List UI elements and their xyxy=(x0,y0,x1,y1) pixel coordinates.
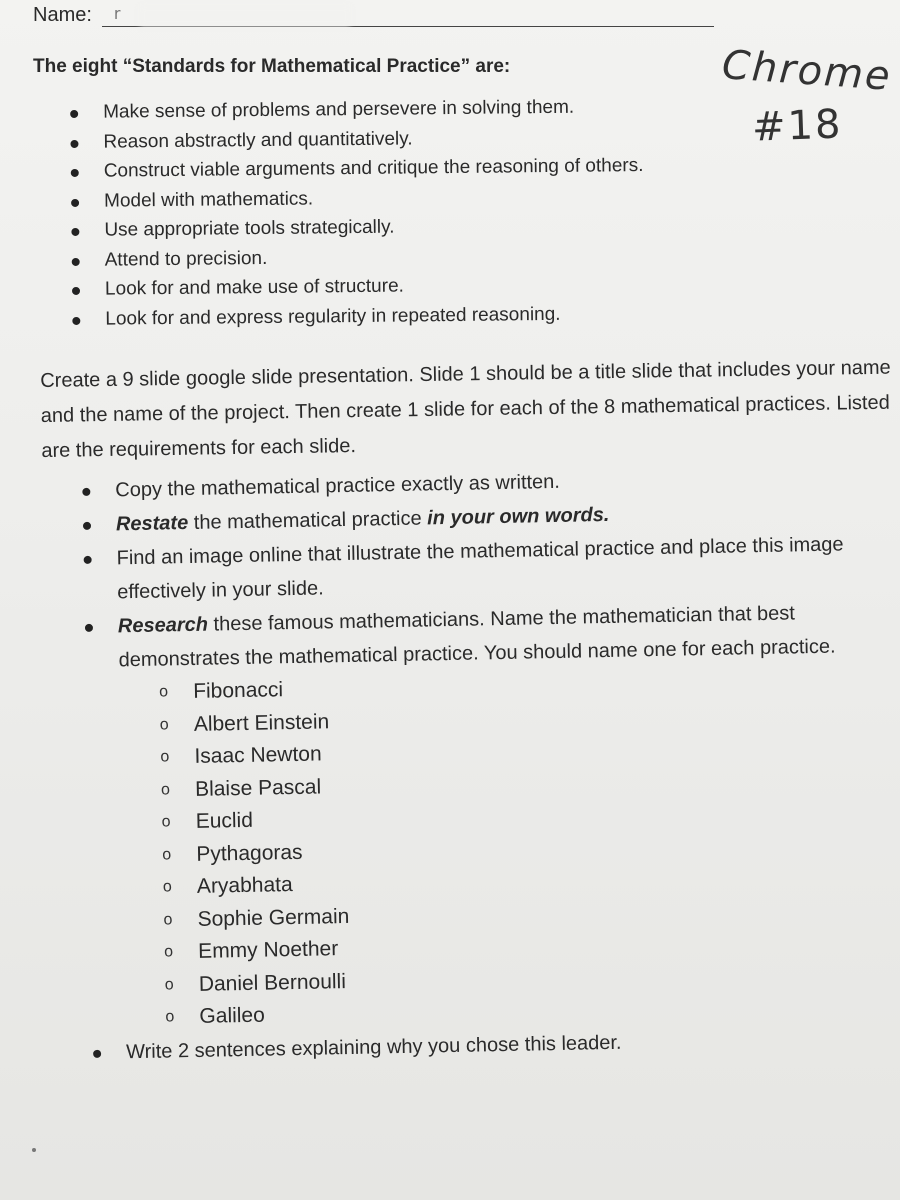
practice-item: Reason abstractly and quantitatively. xyxy=(70,122,643,157)
mathematician-item: o Blaise Pascal xyxy=(161,760,888,806)
practice-item: Look for and make use of structure. xyxy=(72,269,645,304)
practice-item: Use appropriate tools strategically. xyxy=(71,210,644,245)
practice-item: Model with mathematics. xyxy=(71,180,644,215)
mathematician-item: o Aryabhata xyxy=(163,858,890,904)
mathematician-item: o Isaac Newton xyxy=(160,728,887,774)
mathematician-item: o Daniel Bernoulli xyxy=(165,955,892,1001)
restate-text: the mathematical practice xyxy=(188,507,428,534)
paper-speck xyxy=(32,1148,36,1152)
mathematician-item: o Pythagoras xyxy=(162,825,889,871)
requirement-image: Find an image online that illustrate the mathematical practice and place this image effectively in your slide. xyxy=(83,527,884,610)
requirement-copy: Copy the mathematical practice exactly as written. xyxy=(82,459,883,508)
mathematicians-list xyxy=(159,663,893,1034)
mathematician-item: o Sophie Germain xyxy=(163,890,890,936)
requirements-list xyxy=(82,459,893,1070)
name-field xyxy=(102,4,714,27)
research-emphasis: Research xyxy=(117,613,209,638)
practice-item: Construct viable arguments and critique the reasoning of others. xyxy=(71,151,644,186)
restate-own-words: in your own words. xyxy=(426,503,610,530)
research-text: these famous mathematicians. Name the mathematician that best demonstrates the mathematical practice. You should name one for each practice. xyxy=(118,602,836,672)
mathematician-item: o Fibonacci xyxy=(159,663,886,709)
mathematician-item: o Emmy Noether xyxy=(164,923,891,969)
handwritten-note-number: #18 xyxy=(751,101,844,151)
mathematician-item: o Albert Einstein xyxy=(160,695,887,741)
name-value: r xyxy=(113,4,121,23)
practices-list xyxy=(70,92,645,334)
requirement-write: Write 2 sentences explaining why you chose this leader. xyxy=(93,1020,894,1069)
intro-paragraph: Create a 9 slide google slide presentation. Slide 1 should be a title slide that includes your name and the name of the project. Then create 1 slide for each of the 8 mathematical practices. Listed are the requirements for each slide. xyxy=(40,356,891,462)
mathematician-item: o Galileo xyxy=(165,988,892,1034)
practice-item: Make sense of problems and persevere in solving them. xyxy=(70,92,643,127)
practice-item: Look for and express regularity in repeated reasoning. xyxy=(72,298,645,333)
requirement-research xyxy=(85,595,893,1036)
handwritten-note-chrome: Chrome xyxy=(720,42,894,100)
mathematician-item: o Euclid xyxy=(161,793,888,839)
name-line xyxy=(33,4,714,27)
redacted-name xyxy=(140,6,350,26)
practices-heading: The eight “Standards for Mathematical Practice” are: xyxy=(33,56,511,77)
name-label: Name: xyxy=(33,4,92,26)
restate-emphasis: Restate xyxy=(115,511,189,536)
practice-item: Attend to precision. xyxy=(72,239,645,274)
